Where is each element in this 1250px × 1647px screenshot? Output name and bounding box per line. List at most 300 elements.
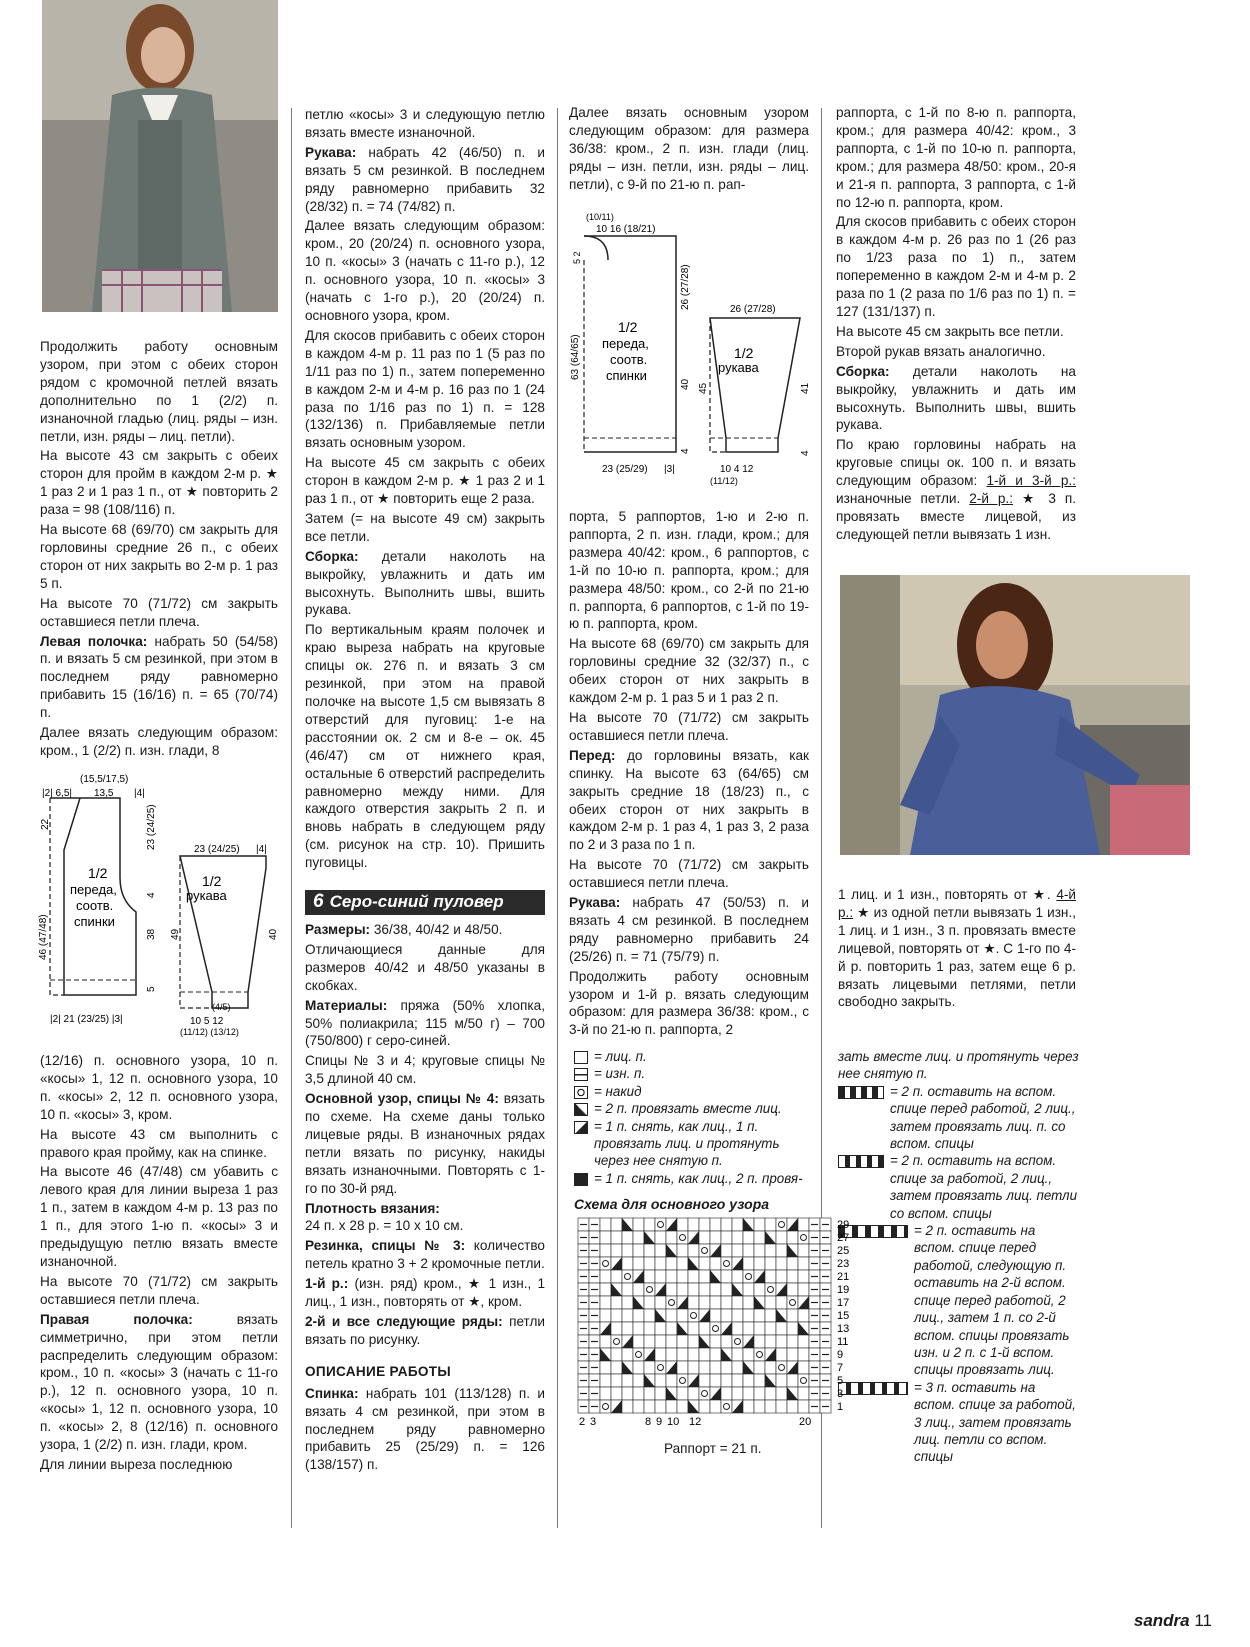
chart-cell: [710, 1348, 721, 1361]
chart-cell: [787, 1335, 798, 1348]
chart-cell: [765, 1296, 776, 1309]
paragraph: петлю «косы» 3 и следующую петлю вязать вместе изнаночной.: [305, 107, 545, 140]
chart-cell: [721, 1335, 732, 1348]
chart-cell: [600, 1387, 611, 1400]
chart-cell: [798, 1361, 809, 1374]
legend-text: = 1 п. снять, как лиц., 1 п. провязать лиц. и протянуть через нее снятую п.: [594, 1118, 780, 1169]
chart-cell: [743, 1296, 754, 1309]
paragraph-text: набрать 42 (46/50) п. и вязать 5 см резинкой. В последнем ряду равномерно прибавить 32 (28/32) п. = 74 (74/82) п.: [305, 144, 545, 214]
dim-bottom1: (4/5): [212, 1002, 231, 1012]
chart-cell: [699, 1374, 710, 1387]
column-number: 2: [579, 1416, 586, 1428]
paragraph: [838, 886, 1076, 1011]
paragraph-text: петли вязать по рисунку.: [305, 1314, 546, 1347]
chart-cell: [710, 1309, 721, 1322]
legend-item: [574, 1048, 814, 1065]
column-2: [305, 106, 545, 1476]
chart-cell: [776, 1231, 787, 1244]
heading-sleeves: Рукава:: [305, 144, 357, 160]
paragraph: (12/16) п. основного узора, 10 п. «косы» 1, 12 п. основного узора, 10 п. «косы» 2, 12 п. основного узора, 10 п. «косы» 3, кром.: [40, 1053, 278, 1122]
dim-htop: 5 2: [572, 251, 582, 264]
chart-cell: [776, 1335, 787, 1348]
legend-text: = изн. п.: [594, 1066, 646, 1082]
chart-cell: [798, 1270, 809, 1283]
chart-cell: [677, 1283, 688, 1296]
chart-cell: [765, 1218, 776, 1231]
paragraph: На высоте 70 (71/72) см закрыть оставшиеся петли плеча.: [40, 595, 278, 629]
column-divider: [291, 108, 292, 1528]
chart-cell: [721, 1374, 732, 1387]
chart-cell: [600, 1400, 611, 1413]
paragraph: На высоте 45 см закрыть с обеих сторон в каждом 2-м р. ★ 1 раз 2 и 1 раз 1 п., от ★ повторить еще 2 раза.: [305, 455, 545, 507]
chart-cell: [611, 1374, 622, 1387]
cable-front-symbol-icon: [838, 1086, 884, 1099]
chart-cell: [600, 1361, 611, 1374]
chart-cell: [798, 1387, 809, 1400]
chart-cell: [622, 1322, 633, 1335]
chart-cell: [666, 1348, 677, 1361]
heading-row1: 1-й р.:: [305, 1276, 349, 1292]
chart-cell: [732, 1322, 743, 1335]
chart-cell: [655, 1296, 666, 1309]
chart-cell: [666, 1231, 677, 1244]
row-number: 13: [837, 1323, 850, 1335]
chart-cell: [611, 1296, 622, 1309]
chart-cell: [655, 1322, 666, 1335]
chart-cell: [699, 1257, 710, 1270]
chart-cell: [644, 1244, 655, 1257]
chart-cell: [765, 1257, 776, 1270]
chart-cell: [721, 1283, 732, 1296]
chart-cell: [776, 1270, 787, 1283]
paragraph-text: набрать 47 (50/53) п. и вязать 4 см резинкой. В последнем ряду равномерно прибавить 24 (25/26) п. = 71 (75/79) п.: [569, 895, 809, 964]
paragraph-text: набрать 101 (113/128) п. и вязать 4 см резинкой, при этом в последнем ряду равномерно прибавить 25 (25/29) п. = 126 (138/157) п.: [305, 1385, 545, 1473]
row-number: 9: [837, 1349, 844, 1361]
paragraph: Продолжить работу основным узором и 1-й р. вязать следующим образом: для размера 36/38: кром., с 3-й по 21-ю п. раппорта, 2: [569, 968, 809, 1038]
chart-cell: [721, 1257, 732, 1270]
chart-cell: [787, 1257, 798, 1270]
heading-work-description: ОПИСАНИЕ РАБОТЫ: [305, 1363, 451, 1379]
chart-cell: [699, 1322, 710, 1335]
chart-cell: [798, 1335, 809, 1348]
chart-cell: [677, 1270, 688, 1283]
column-3-bottom: [569, 508, 809, 1041]
paragraph: На высоте 70 (71/72) см закрыть оставшиеся петли плеча.: [40, 1273, 278, 1307]
paragraph: [305, 548, 545, 620]
dim-h6: 5: [146, 986, 157, 992]
chart-cell: [622, 1374, 633, 1387]
chart-cell: [633, 1374, 644, 1387]
photo-pullover-model: [840, 575, 1190, 855]
chart-cell: [644, 1361, 655, 1374]
paragraph: На высоте 45 см закрыть все петли.: [836, 323, 1064, 339]
chart-cell: [699, 1361, 710, 1374]
paragraph-text: до горловины вязать, как спинку. На высоте 63 (64/65) см закрыть средние 18 (18/23) п., с обеих сторон от них закрыть в каждом 2-м р. 1 раз 4, 1 раз 3, 2 раза по 2 и 3 раза по 1 п.: [569, 747, 809, 853]
ssk-symbol-icon: [574, 1121, 588, 1134]
chart-cell: [776, 1400, 787, 1413]
dim-h5: 38: [146, 928, 157, 940]
legend-text: = 2 п. оставить на вспом. спице за работой, 2 лиц., затем провязать лиц. петли со вспом. спицы: [890, 1153, 1078, 1221]
legend-item: [574, 1065, 814, 1082]
paragraph: Продолжить работу основным узором, при этом с обеих сторон рядом с кромочной петлей вязать дополнительно по 1 (2/2) п. изнаночной гладью (лиц. ряды – изн. петли, изн. ряды – лиц. петли).: [40, 339, 278, 444]
chart-cell: [611, 1387, 622, 1400]
chart-cell: [666, 1309, 677, 1322]
paragraph-text: набрать 50 (54/58) п. и вязать 5 см резинкой, при этом в последнем ряду равномерно прибавить 15 (16/16) п. = 65 (70/74) п.: [40, 633, 278, 721]
chart-cell: [699, 1387, 710, 1400]
chart-cell: [710, 1283, 721, 1296]
chart-cell: [798, 1283, 809, 1296]
chart-cell: [600, 1374, 611, 1387]
column-number: 20: [799, 1416, 812, 1428]
chart-cell: [622, 1387, 633, 1400]
chart-cell: [600, 1270, 611, 1283]
chart-cell: [611, 1231, 622, 1244]
rapport-label: Раппорт = 21 п.: [664, 1441, 762, 1456]
chart-cell: [688, 1335, 699, 1348]
chart-cell: [721, 1400, 732, 1413]
row-number: 23: [837, 1258, 850, 1270]
chart-cell: [622, 1257, 633, 1270]
chart-cell: [633, 1257, 644, 1270]
paragraph: [305, 144, 545, 216]
chart-cell: [633, 1309, 644, 1322]
chart-cell: [710, 1257, 721, 1270]
chart-cell: [688, 1322, 699, 1335]
chart-cell: [732, 1244, 743, 1257]
chart-cell: [732, 1348, 743, 1361]
chart-cell: [688, 1270, 699, 1283]
chart-cell: [787, 1309, 798, 1322]
dim-edge: |4|: [134, 788, 145, 799]
column-number: 12: [689, 1416, 702, 1428]
chart-cell: [644, 1257, 655, 1270]
paragraph: Для скосов прибавить с обеих сторон в каждом 4-м р. 26 раз по 1 (26 раз по 1/23 раза по 1) п., затем попеременно в каждом 2-м и 4-м р. 2 раза по 1 (2 раза по 1/6 раз по 1) п. = 127 (131/137) п.: [836, 214, 1076, 319]
column-divider: [557, 108, 558, 1528]
chart-cell: [666, 1270, 677, 1283]
chart-cell: [754, 1257, 765, 1270]
chart-cell: [655, 1361, 666, 1374]
paragraph: Второй рукав вязать аналогично.: [836, 343, 1046, 359]
chart-cell: [644, 1218, 655, 1231]
chart-cell: [721, 1387, 732, 1400]
chart-cell: [644, 1387, 655, 1400]
column-1-top: [40, 338, 278, 762]
label-line: спинки: [606, 368, 647, 383]
chart-cell: [776, 1244, 787, 1257]
dim-h1: 49: [170, 928, 181, 940]
dim-top2: 10 16 (18/21): [596, 224, 656, 235]
chart-cell: [644, 1309, 655, 1322]
row-number: 1: [837, 1401, 844, 1413]
label-line: 1/2: [202, 873, 222, 889]
column-number: 9: [656, 1416, 663, 1428]
dim-bottom3: (11/12) (13/12): [180, 1027, 239, 1037]
chart-cell: [600, 1244, 611, 1257]
row-label: 2-й р.:: [969, 491, 1014, 507]
dim-h3: 40: [680, 378, 691, 390]
chart-cell: [688, 1283, 699, 1296]
chart-cell: [710, 1218, 721, 1231]
dim-h4: 46 (47/48): [38, 914, 49, 960]
chart-cell: [699, 1244, 710, 1257]
chart-cell: [787, 1348, 798, 1361]
chart-cell: [754, 1218, 765, 1231]
chart-cell: [655, 1387, 666, 1400]
chart-cell: [798, 1309, 809, 1322]
chart-cell: [710, 1231, 721, 1244]
chart-cell: [677, 1348, 688, 1361]
chart-cell: [655, 1244, 666, 1257]
chart-cell: [600, 1231, 611, 1244]
chart-cell: [666, 1335, 677, 1348]
paragraph-text: По краю горловины набрать на круговые спицы ок. 100 п. и вязать следующим образом:: [836, 437, 1076, 489]
heading-materials: Материалы:: [305, 997, 388, 1013]
chart-cell: [600, 1309, 611, 1322]
legend-text: = 2 п. оставить на вспом. спице перед работой, 2 лиц., затем провязать лиц. п. со вспом. спицы: [890, 1083, 1076, 1152]
column-4-bottom: [838, 886, 1076, 1013]
chart-cell: [600, 1257, 611, 1270]
chart-cell: [743, 1270, 754, 1283]
section-number: 6: [313, 891, 324, 913]
diagram-pullover-sleeve: [696, 300, 812, 490]
paragraph: [569, 894, 809, 966]
dim-bottom: |2| 21 (23/25) |3|: [50, 1014, 123, 1025]
legend-item: [574, 1100, 814, 1117]
paragraph-text: количество петель кратно 3 + 2 кромочные петли.: [305, 1238, 545, 1272]
paragraph: [305, 921, 545, 939]
legend-text: = 2 п. оставить на вспом. спице перед работой, следующую п. оставить на 2-й вспом. спице перед работой, 2 лиц., затем 1 п. со 2-й вспом. спицы провязать изн. и 2 п. с 1-й вспом. спицы провязать лиц.: [914, 1223, 1070, 1378]
chart-cell: [776, 1348, 787, 1361]
magazine-logo: sandra: [1133, 1611, 1190, 1630]
chart-cell: [655, 1257, 666, 1270]
chart-cell: [721, 1270, 732, 1283]
paragraph: [836, 363, 1076, 435]
chart-cell: [611, 1270, 622, 1283]
chart-cell: [633, 1244, 644, 1257]
chart-cell: [754, 1335, 765, 1348]
chart-cell: [754, 1309, 765, 1322]
chart-cell: [743, 1322, 754, 1335]
heading-back: Спинка:: [305, 1385, 359, 1401]
chart-cell: [765, 1309, 776, 1322]
chart-cell: [655, 1270, 666, 1283]
paragraph-text: вязать симметрично, при этом петли распределить следующим образом: кром., 10 п. «косы» 3 (начать с 11-го р.), 12 п. основного узора, 10 п. «косы» 1, 12 п. основного узора, 10 п. «косы» 2, 8 (12/16) п. основного узора, 1 (2/2) п. изн. глади, кром.: [40, 1311, 278, 1453]
chart-cell: [798, 1231, 809, 1244]
paragraph: На высоте 43 см закрыть с обеих сторон для пройм в каждом 2-м р. ★ 1 раз 2 и 1 раз 1 п., от ★ повторить 2 раза = 98 (108/116) п.: [40, 448, 278, 518]
legend-item: [574, 1083, 814, 1100]
heading-assembly: Сборка:: [305, 548, 359, 564]
chart-cell: [677, 1231, 688, 1244]
label-line: соотв.: [76, 898, 114, 913]
chart-cell: [666, 1374, 677, 1387]
label-line: рукава: [186, 888, 227, 903]
paragraph: Далее вязать основным узором следующим образом: для размера 36/38: кром., 2 п. изн. глади (лиц. ряды – изн. петли, изн. ряды – лиц. петли), с 9-й по 21-ю п. рап-: [569, 105, 809, 192]
chart-cell: [732, 1218, 743, 1231]
chart-cell: [787, 1231, 798, 1244]
paragraph: На высоте 70 (71/72) см закрыть оставшиеся петли плеча.: [569, 709, 809, 743]
heading-assembly: Сборка:: [836, 363, 890, 379]
chart-cell: [677, 1374, 688, 1387]
label-line: рукава: [718, 360, 759, 375]
paragraph-text: изнаночные петли.: [836, 491, 961, 507]
dim-h3: 4: [800, 450, 811, 456]
chart-cell: [710, 1361, 721, 1374]
row-number: 19: [837, 1284, 850, 1296]
chart-cell: [688, 1218, 699, 1231]
legend-text: = накид: [594, 1083, 642, 1099]
chart-cell: [732, 1296, 743, 1309]
row-number: 15: [837, 1310, 850, 1322]
dim-h2: 40: [268, 928, 279, 940]
chart-cell: [677, 1335, 688, 1348]
column-number: 3: [590, 1416, 597, 1428]
paragraph: [305, 997, 545, 1051]
chart-cell: [743, 1348, 754, 1361]
paragraph: Далее вязать следующим образом: кром., 20 (20/24) п. основного узора, 10 п. «косы» 3 (начать с 11-го р.), 12 п. основного узора, 10 п. «косы» 3 (начать с 1-го р.), 20 (20/24) п. основного узора, кром.: [305, 218, 545, 323]
paragraph: 24 п. х 28 р. = 10 х 10 см.: [305, 1218, 464, 1234]
paragraph: раппорта, с 1-й по 8-ю п. раппорта, кром.; для размера 40/42: кром., 3 раппорта, с 1-й по 10-ю п. раппорта, кром.; для размера 48/50: кром., 20-я и 21-я п. раппорта, 3 раппорта, с 1-й по 12-ю п. раппорта, кром.: [836, 105, 1076, 210]
chart-cell: [655, 1374, 666, 1387]
chart-cell: [666, 1296, 677, 1309]
chart-cell: [611, 1309, 622, 1322]
chart-cell: [677, 1218, 688, 1231]
chart-cell: [798, 1400, 809, 1413]
dim-neck: |2| 6,5|: [42, 788, 73, 799]
dim-top: (15,5/17,5): [80, 774, 129, 785]
diagram-cardigan-front: [36, 770, 166, 1030]
chart-cell: [721, 1309, 732, 1322]
heading-right-front: Правая полочка:: [40, 1311, 193, 1327]
paragraph: [40, 1311, 278, 1454]
paragraph: По вертикальным краям полочек и краю выреза набрать на круговые спицы ок. 276 п. и вязать 3 см резинкой, при этом на правой полочке на высоте 1,5 см вывязать 8 отверстий для пуговиц: 1-е на расстоянии ок. 2 см и 8-е – ок. 45 (46/47) см от нижнего края, остальные 6 отверстий распределить равномерно между ними. Для каждого отверстия закрыть 2 п. и вновь набрать в следующем ряду (см. рисунок на стр. 10). Пришить пуговицы.: [305, 622, 545, 871]
chart-cell: [765, 1361, 776, 1374]
chart-cell: [743, 1257, 754, 1270]
chart-cell: [688, 1244, 699, 1257]
paragraph: порта, 5 раппортов, 1-ю и 2-ю п. раппорта, 2 п. изн. глади, кром.; для размера 40/42: кром., 6 раппортов, с 1-й по 10-ю п. раппорта, кром.; для размера 48/50: кром., со 2-й по 21-ю п. раппорта, 6 раппортов, с 1-й по 19-ю п. раппорта, кром.: [569, 509, 809, 632]
dim-bottom2: 10 5 12: [190, 1016, 224, 1027]
purl-symbol-icon: [574, 1068, 588, 1081]
paragraph: На высоте 68 (69/70) см закрыть для горловины средние 32 (32/37) п., с обеих сторон от них закрыть в каждом 2-м р. 1 раз 5 и 1 раз 2 п.: [569, 636, 809, 706]
heading-ribbing: Резинка, спицы № 3:: [305, 1238, 466, 1254]
sk2p-symbol-icon: [574, 1173, 588, 1186]
paragraph: [305, 1237, 545, 1273]
label-line: 1/2: [734, 345, 754, 361]
chart-cell: [710, 1374, 721, 1387]
dim-shoulder: 13,5: [94, 788, 114, 799]
chart-cell: [732, 1387, 743, 1400]
paragraph: Отличающиеся данные для размеров 40/42 и 48/50 указаны в скобках.: [305, 941, 545, 993]
paragraph-text: ★ 3 п. провязать вместе лицевой, из следующей петли вывязать 1 изн.: [836, 491, 1077, 542]
chart-cell: [754, 1244, 765, 1257]
chart-cell: [754, 1400, 765, 1413]
paragraph-text: вязать по схеме. На схеме даны только лицевые ряды. В изнаночных рядах петли вязать по рисунку, накиды вязать изнаночными. Повторять с 1-го по 30-й ряд.: [305, 1091, 545, 1196]
chart-cell: [677, 1257, 688, 1270]
legend-text: = 2 п. провязать вместе лиц.: [594, 1101, 782, 1117]
dim-bottom2: (11/12): [710, 476, 738, 486]
legend-item: [574, 1118, 814, 1170]
paragraph: На высоте 68 (69/70) см закрыть для горловины средние 26 п., с обеих сторон от них закрыть во 2-м р. 1 раз 5 п.: [40, 522, 278, 591]
row-number: 29: [837, 1219, 850, 1231]
chart-cell: [721, 1218, 732, 1231]
legend-item: [838, 1083, 1080, 1153]
chart-cell: [655, 1400, 666, 1413]
chart-cell: [611, 1244, 622, 1257]
chart-cell: [776, 1218, 787, 1231]
chart-cell: [600, 1283, 611, 1296]
row-number: 17: [837, 1297, 850, 1309]
dim-h1: 26 (27/28): [680, 264, 691, 310]
label-line: соотв.: [610, 352, 648, 367]
chart-cell: [666, 1400, 677, 1413]
chart-cell: [666, 1322, 677, 1335]
chart-cell: [732, 1335, 743, 1348]
heading-left-front: Левая полочка:: [40, 633, 148, 649]
heading-gauge: Плотность вязания:: [305, 1200, 440, 1216]
chart-cell: [655, 1335, 666, 1348]
chart-cell: [644, 1335, 655, 1348]
paragraph: [305, 1313, 545, 1349]
dim-bottom: 23 (25/29): [602, 464, 648, 475]
dim-h2: 63 (64/65): [570, 334, 581, 380]
column-number: 10: [667, 1416, 680, 1428]
chart-cell: [633, 1322, 644, 1335]
dim-h4: 4: [680, 448, 691, 454]
paragraph: [569, 747, 809, 854]
paragraph: [305, 1275, 545, 1311]
paragraph: На высоте 70 (71/72) см закрыть оставшиеся петли плеча.: [569, 857, 809, 891]
chart-cell: [754, 1283, 765, 1296]
symbol-legend: [574, 1048, 814, 1187]
chart-cell: [699, 1348, 710, 1361]
paragraph: [40, 633, 278, 723]
chart-cell: [732, 1270, 743, 1283]
chart-cell: [699, 1296, 710, 1309]
paragraph: На высоте 43 см выполнить с правого края пройму, как на спинке.: [40, 1126, 278, 1160]
chart-cell: [600, 1296, 611, 1309]
paragraph-text: 1 лиц. и 1 изн., повторять от ★.: [838, 887, 1051, 902]
chart-cell: [787, 1283, 798, 1296]
paragraph: [836, 436, 1076, 543]
legend-text: = 3 п. оставить на вспом. спице за работой, 3 лиц., затем провязать лиц. петли со вспом. спицы: [914, 1379, 1076, 1465]
chart-cell: [688, 1387, 699, 1400]
chart-cell: [776, 1257, 787, 1270]
dim-edge: |4|: [256, 844, 267, 855]
dim-h1: 45: [698, 382, 709, 394]
chart-cell: [688, 1348, 699, 1361]
paragraph: Для линии выреза последнюю: [40, 1456, 233, 1472]
chart-cell: [644, 1322, 655, 1335]
chart-cell: [787, 1270, 798, 1283]
dim-h1: 22: [40, 818, 51, 830]
chart-cell: [688, 1361, 699, 1374]
chart-cell: [633, 1361, 644, 1374]
paragraph: [305, 1090, 545, 1197]
chart-cell: [743, 1387, 754, 1400]
chart-cell: [633, 1231, 644, 1244]
paragraph-text: ★ из одной петли вывязать 1 изн., 1 лиц. и 1 изн., 3 п. провязать вместе лицевой, повторять от ★. С 1-го по 4-й р. повторить 1 раз, затем еще 6 р. вязать лицевыми петлями, петли свободно закрыть.: [838, 904, 1076, 1010]
section-header: [305, 890, 545, 915]
k2tog-symbol-icon: [574, 1103, 588, 1116]
chart-cell: [765, 1244, 776, 1257]
chart-cell: [611, 1322, 622, 1335]
chart-cell: [699, 1283, 710, 1296]
chart-cell: [798, 1374, 809, 1387]
column-number: 8: [645, 1416, 652, 1428]
chart-cell: [644, 1270, 655, 1283]
paragraph-text: (изн. ряд) кром., ★ 1 изн., 1 лиц., 1 изн., повторять от ★, кром.: [305, 1276, 546, 1310]
paragraph: Спицы № 3 и 4; круговые спицы № 3,5 длиной 40 см.: [305, 1053, 545, 1087]
chart-cell: [765, 1270, 776, 1283]
